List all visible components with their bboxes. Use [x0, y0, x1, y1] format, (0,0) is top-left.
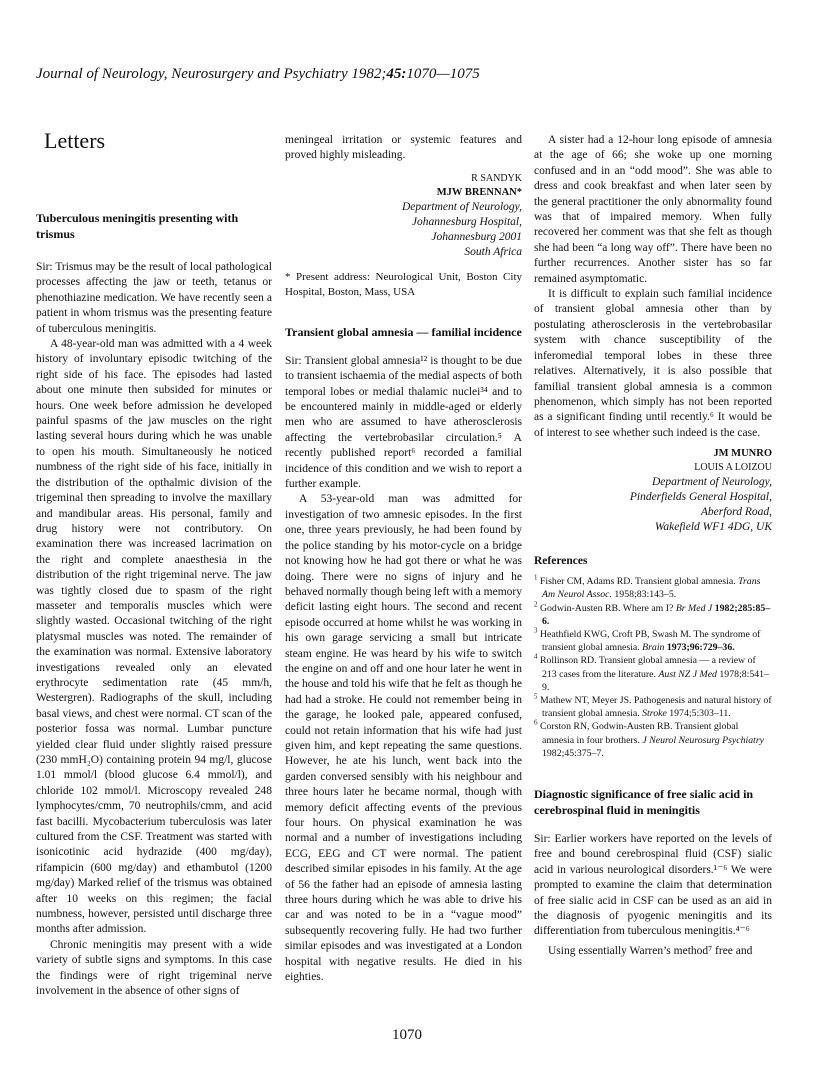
page-number: 1070 — [392, 1027, 422, 1043]
column-2 — [285, 133, 522, 985]
letter3-title: Diagnostic significance of free sialic acid in cerebrospinal fluid in meningitis — [534, 786, 754, 817]
column-3 — [534, 133, 772, 959]
letter1-title: Tuberculous meningitis presenting with trismus — [36, 211, 239, 241]
reference-item: $^3$ Heathfield KWG, Croft PB, Swash M. The syndrome of transient global amnesia. Brain 1973;96:729–36. — [534, 626, 761, 654]
letter2-paragraph: Sir: Transient global amnesia¹² is thought to be due to transient ischaemia of the medial aspects of both temporal lobes or medial thalamic nuclei³⁴ and to be encountered mainly in middle-aged or elderly men who are assumed to have atherosclerosis affecting the vertebrobasilar circulation.⁵ A recently published report⁶ recorded a familial incidence of this condition and we wish to report a further example. — [285, 354, 522, 491]
journal-volume: 45: — [386, 66, 407, 82]
letter2-paragraph: It is difficult to explain such familial incidence of transient global amnesia other than by postulating atherosclerosis in the vertebrobasilar system with chance susceptibility of the inferomedial temporal lobes in these three relatives. Alternatively, it is also possible that familial transient global amnesia is a common phenomenon, which simply has not been reported as a significant finding until recently.⁶ It would be of interest to see whether such indeed is the case. — [534, 288, 772, 439]
letter1-paragraph: Chronic meningitis may present with a wide variety of subtle signs and symptoms. In this case the findings were of right trigeminal nerve involvement in the absence of other signs of — [36, 938, 272, 998]
references-title: References — [534, 555, 588, 568]
journal-name: Journal of Neurology, Neurosurgery and Psychiatry — [36, 66, 348, 82]
letter2-paragraph: A 53-year-old man was admitted for investigation of two amnesic episodes. In the first one, three years previously, he had been found by the police standing by his motor-cycle on a bridge not knowing how he had got there or what he was doing. There were no signs of injury and he behaved normally though being left with a memory deficit lasting eight hours. The second and recent episode occurred at home whilst he was working in his own garage servicing a small but intricate steam engine. He was heard by his wife to switch the engine on and off and one hour later he went in the house and told his wife that he felt as though he had had a stroke. He could not remember being in the garage, he looked pale, appeared confused, could not retain information that his wife had just given him, and kept repeating the same questions. However, he ate his lunch, went back into the garden conversed sensibly with his neighbour and three hours later he became normal, though with memory deficit affecting events of the previous four hours. On physical examination he was normal and a number of investigations including ECG, EEG and CT were normal. The patient described similar episodes in his family. At the age of 56 the father had an episode of amnesia lasting three hours during which he was able to drive his car and was noted to be in a “vague mood” subsequently recovering fully. He had two further similar episodes and was investigated at a London hospital with negative results. He died in his eighties. — [285, 493, 522, 984]
letter1-paragraph: Sir: Trismus may be the result of local pathological processes affecting the jaw or teeth, tetanus or phenothiazine medication. We have recently seen a patient in whom trismus was the presenting feature of tuberculous meningitis. — [36, 261, 272, 335]
reference-item: $^4$ Rollinson RD. Transient global amnesia — a review of 213 cases from the literature. Aust NZ J Med 1978;8:541–9. — [534, 653, 769, 693]
journal-year: 1982; — [351, 66, 387, 82]
letter1-paragraph: A 48-year-old man was admitted with a 4 week history of involuntary episodic twitching of the right side of his face. The episodes had lasted about one minute then subsided for minutes or hours. One week before admission he developed painful spasms of the jaw muscles on the right lasting several hours during which he was unable to open his mouth. Simultaneously he noticed numbness of the right side of his face, initially in the distribution of the opthalmic division of the trigeminal then spreading to involve the maxillary and mandibular areas. His personal, family and drug history were not contributory. On examination there was increased lacrimation on the right and complete anaesthesia in the distribution of the right trigeminal nerve. The jaw was tightly closed due to spasm of the right masseter and temporalis muscles which were slightly wasted. Occasional twitching of the right platysmal muscles was noted. The remainder of the examination was normal. Extensive laboratory investigations revealed only an elevated erythrocyte sedimentation rate (45 mm/h, Westergren). Radiographs of the skull, including basal views, and chest were normal. CT scan of the posterior fossa was normal. Lumbar puncture yielded clear fluid under slightly raised pressure (230 mmH₂O) containing protein 94 mg/l, glucose 1.01 mmol/l (blood glucose 6.4 mmol/l), and chloride 102 mmol/l. Microscopy revealed 248 lymphocytes/cmm, 70 neutrophils/cmm, and acid fast bacilli. Mycobacterium tuberculosis was later cultured from the CSF. Treatment was started with isonicotinic acid hydrazide (400 mg/day), rifampicin (600 mg/day) and ethambutol (1200 mg/day) Marked relief of the trismus was obtained after 10 weeks on this regimen; the facial numbness, however, persisted until discharge three months after admission. — [36, 338, 272, 936]
section-heading: Letters — [44, 128, 106, 153]
letter1-author: R SANDYK — [471, 172, 522, 184]
journal-pages: 1070—1075 — [406, 66, 480, 82]
letter2-affiliation: Wakefield WF1 4DG, UK — [654, 521, 772, 534]
letter1-signature — [285, 172, 522, 260]
letter2-affiliation: Pinderfields General Hospital, — [629, 491, 772, 504]
letter2-paragraph: A sister had a 12-hour long episode of amnesia at the age of 66; she woke up one morning confused and in an “odd mood”. She was able to dress and cook breakfast and when later seen by the general practitioner the only abnormality found was that of impaired memory. When fully recovered her comment was that she felt as though she had been “a long way off”. There have been no further recurrences. Another sister has so far remained asymptomatic. — [534, 134, 772, 285]
reference-list — [534, 575, 772, 760]
letter2-author: JM MUNRO — [713, 448, 772, 460]
letter3-paragraph: Sir: Earlier workers have reported on the levels of free and bound cerebrospinal fluid (CSF) sialic acid in various neurological disorders.¹⁻⁶ We were prompted to examine the claim that determination of free sialic acid in CSF can be used as an aid in the diagnosis of pyogenic meningitis and its differentiation from tuberculous meningitis.⁴⁻⁶ — [534, 832, 772, 938]
letter1-author: MJW BRENNAN* — [436, 186, 522, 198]
letter2-author: LOUIS A LOIZOU — [694, 462, 772, 474]
letter1-affiliation: Johannesburg 2001 — [431, 230, 522, 243]
column-1 — [36, 210, 272, 1000]
letter2-affiliation: Aberford Road, — [700, 506, 772, 519]
letter2-affiliation: Department of Neurology, — [652, 476, 772, 489]
letter1-footnote: * Present address: Neurological Unit, Boston City Hospital, Boston, Mass, USA — [285, 270, 522, 298]
letter1-paragraph: meningeal irritation or systemic features and proved highly misleading. — [285, 134, 522, 162]
letter1-affiliation: South Africa — [464, 245, 522, 258]
reference-item: $^5$ Mathew NT, Meyer JS. Pathogenesis and natural history of transient global amnesia. Stroke 1974;5:303–11. — [534, 692, 772, 720]
reference-item: $^1$ Fisher CM, Adams RD. Transient global amnesia. Trans Am Neurol Assoc. 1958;83:143–5. — [534, 573, 761, 601]
letter3-paragraph: Using essentially Warren’s method⁷ free and — [548, 944, 753, 957]
letter1-affiliation: Johannesburg Hospital, — [411, 215, 522, 228]
journal-header — [36, 66, 480, 83]
letter1-affiliation: Department of Neurology, — [402, 200, 522, 213]
reference-item: $^2$ Godwin-Austen RB. Where am I? Br Med J 1982;285:85–6. — [534, 600, 771, 627]
letter2-title: Transient global amnesia — familial incidence — [285, 324, 522, 339]
reference-item: $^6$ Corston RN, Godwin-Austen RB. Transient global amnesia in four brothers. J Neurol Neurosurg Psychiatry 1982;45:375–7. — [534, 719, 765, 759]
letter2-signature — [534, 447, 772, 535]
